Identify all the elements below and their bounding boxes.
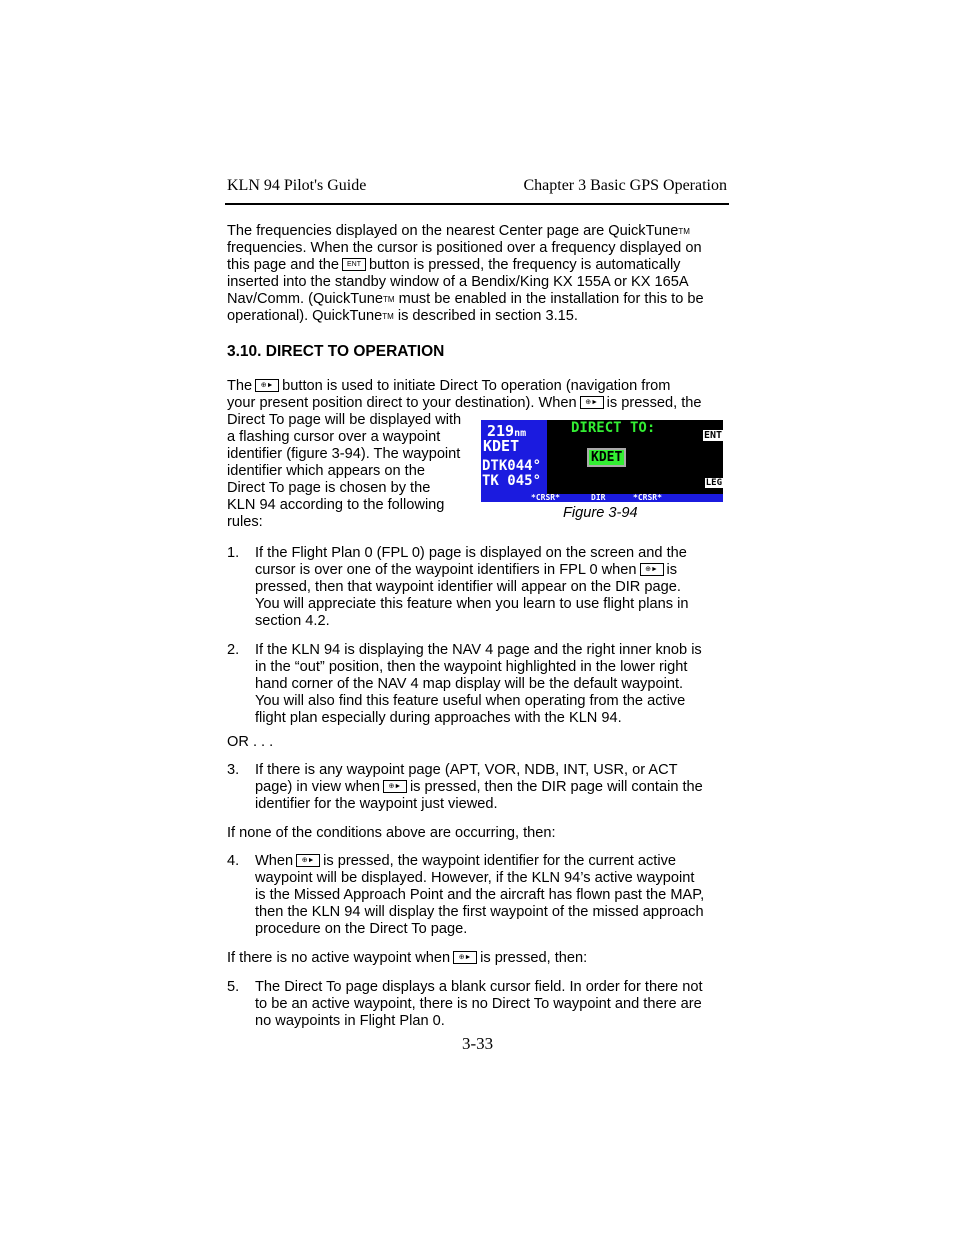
- direct-to-key-icon: ⊕►: [453, 951, 477, 964]
- direct-to-key-icon: ⊕►: [580, 396, 604, 409]
- screen-title: DIRECT TO:: [571, 420, 656, 436]
- or-text: OR . . .: [227, 734, 274, 750]
- rule-item: 2. If the KLN 94 is displaying the NAV 4 page and the right inner knob is in the “out” position, then the waypoint highlighted in the lower right hand corner of the NAV 4 map display will be the default waypoint. You will also find this feature useful when operating from the active flight plan especially during approaches with the KLN 94.: [227, 642, 702, 726]
- screen-crsr-right: *CRSR*: [633, 493, 662, 502]
- direct-to-key-icon: ⊕►: [296, 854, 320, 867]
- direct-to-key-icon: ⊕►: [640, 563, 664, 576]
- none-text: If none of the conditions above are occurring, then:: [227, 825, 556, 841]
- direct-to-screen: [481, 420, 723, 502]
- ent-key-icon: ENT: [342, 258, 366, 271]
- screen-crsr-left: *CRSR*: [531, 493, 560, 502]
- screen-ent-label: ENT: [703, 430, 722, 441]
- intro-paragraph: The frequencies displayed on the nearest Center page are QuickTune™ frequencies. When the cursor is positioned over a frequency displayed on this page and the ENT button is pressed, the frequency is automatically inserted into the standby window of a Bendix/King KX 155A or KX 165A Nav/Comm. (QuickTune™ must be enabled in the installation for this to be operational). QuickTune™ is described in section 3.15.: [227, 223, 704, 324]
- rule-item: 4. When ⊕► is pressed, the waypoint identifier for the current active waypoint will be displayed. However, if the KLN 94’s active waypoint is the Missed Approach Point and the aircraft has flown past the MAP, then the KLN 94 will display the first waypoint of the missed approach procedure on the Direct To page.: [227, 853, 705, 937]
- screen-dtk: DTK044°: [482, 458, 542, 474]
- header-chapter: Chapter 3 Basic GPS Operation: [523, 177, 727, 194]
- header-title: KLN 94 Pilot's Guide: [227, 177, 367, 194]
- direct-to-key-icon: ⊕►: [383, 780, 407, 793]
- page-number: 3-33: [462, 1034, 494, 1053]
- rule-item: 5. The Direct To page displays a blank cursor field. In order for there not to be an active waypoint, there is no Direct To waypoint and there are no waypoints in Flight Plan 0.: [227, 979, 703, 1029]
- figure-caption: Figure 3-94: [563, 505, 638, 521]
- direct-to-key-icon: ⊕►: [255, 379, 279, 392]
- header-rule: [225, 203, 729, 205]
- screen-tk: TK 045°: [482, 473, 542, 489]
- screen-distance: 219nm: [487, 422, 527, 440]
- direct-to-paragraph: The ⊕► button is used to initiate Direct To operation (navigation from your present position direct to your destination). When ⊕► is pressed, the: [227, 378, 702, 411]
- screen-waypoint-left: KDET: [483, 437, 520, 455]
- screen-leg-label: LEG: [705, 478, 722, 488]
- rule-item: 3. If there is any waypoint page (APT, VOR, NDB, INT, USR, or ACT page) in view when ⊕► is pressed, then the DIR page will contain the identifier for the waypoint just viewed.: [227, 762, 703, 812]
- rule-item: 1. If the Flight Plan 0 (FPL 0) page is displayed on the screen and the cursor is over one of the waypoint identifiers in FPL 0 when ⊕► is pressed, then that waypoint identifier will appear on the DIR page. You will appreciate this feature when you learn to use flight plans in section 4.2.: [227, 545, 689, 629]
- no-active-text: If there is no active waypoint when ⊕► is pressed, then:: [227, 950, 588, 966]
- section-heading: 3.10. DIRECT TO OPERATION: [227, 343, 445, 360]
- screen-cursor-waypoint: KDET: [587, 448, 626, 467]
- direct-to-paragraph-wrap: Direct To page will be displayed with a flashing cursor over a waypoint identifier (figure 3-94). The waypoint identifier which appears on the Direct To page is chosen by the KLN 94 according to the following rules:: [227, 412, 462, 530]
- screen-dir: DIR: [591, 493, 606, 502]
